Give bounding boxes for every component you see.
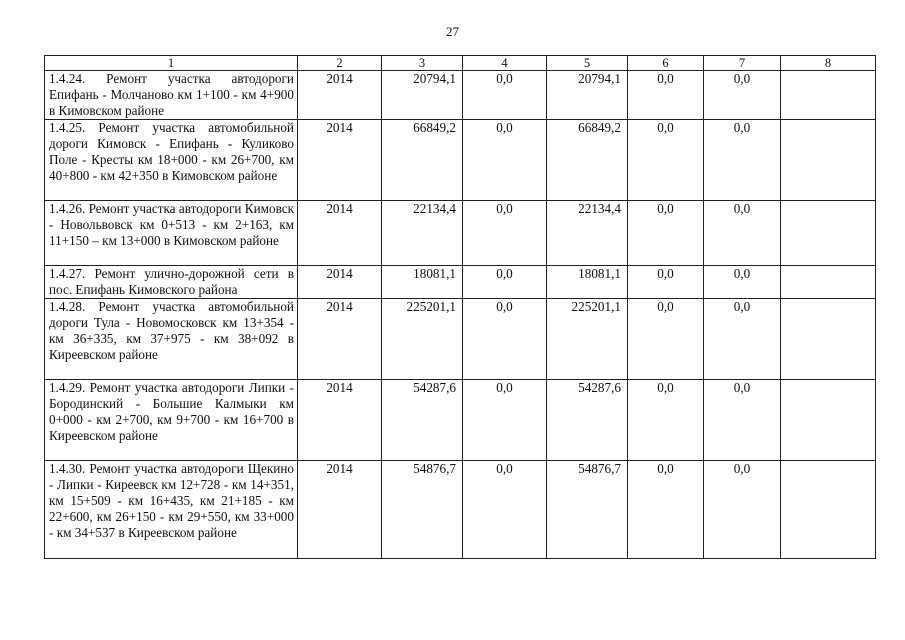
row-total: 54287,6 <box>382 380 463 461</box>
row-col8 <box>781 299 876 380</box>
row-col4: 0,0 <box>463 120 547 201</box>
row-col4: 0,0 <box>463 71 547 120</box>
row-col5: 66849,2 <box>547 120 628 201</box>
row-description: 1.4.24. Ремонт участка автодороги Епифань - Молчаново км 1+100 - км 4+900 в Кимовском районе <box>45 71 298 120</box>
table-row <box>45 461 876 559</box>
table-row <box>45 299 876 380</box>
row-year: 2014 <box>298 201 382 266</box>
row-total: 54876,7 <box>382 461 463 559</box>
row-col5: 54287,6 <box>547 380 628 461</box>
row-description: 1.4.25. Ремонт участка автомобильной дороги Кимовск - Епифань - Куликово Поле - Кресты км 18+000 - км 26+700, км 40+800 - км 42+350 в Кимовском районе <box>45 120 298 201</box>
row-total: 66849,2 <box>382 120 463 201</box>
row-description: 1.4.27. Ремонт улично-дорожной сети в пос. Епифань Кимовского района <box>45 266 298 299</box>
row-col6: 0,0 <box>628 299 704 380</box>
row-total: 225201,1 <box>382 299 463 380</box>
column-header: 7 <box>704 56 781 71</box>
row-col7: 0,0 <box>704 71 781 120</box>
row-col5: 225201,1 <box>547 299 628 380</box>
row-col5: 18081,1 <box>547 266 628 299</box>
row-col6: 0,0 <box>628 201 704 266</box>
row-col8 <box>781 120 876 201</box>
table-row <box>45 120 876 201</box>
table-row <box>45 266 876 299</box>
row-year: 2014 <box>298 461 382 559</box>
row-col7: 0,0 <box>704 299 781 380</box>
row-col7: 0,0 <box>704 201 781 266</box>
row-col8 <box>781 461 876 559</box>
row-col6: 0,0 <box>628 71 704 120</box>
row-description: 1.4.28. Ремонт участка автомобильной дороги Тула - Новомосковск км 13+354 - км 36+335, км 37+975 - км 38+092 в Киреевском районе <box>45 299 298 380</box>
row-description: 1.4.30. Ремонт участка автодороги Щекино - Липки - Киреевск км 12+728 - км 14+351, км 15+509 - км 16+435, км 21+185 - км 22+600, км 26+150 - км 29+550, км 33+000 - км 34+537 в Киреевском районе <box>45 461 298 559</box>
row-col6: 0,0 <box>628 461 704 559</box>
column-header: 1 <box>45 56 298 71</box>
row-col6: 0,0 <box>628 120 704 201</box>
row-col7: 0,0 <box>704 120 781 201</box>
row-col6: 0,0 <box>628 380 704 461</box>
table-row <box>45 380 876 461</box>
row-col4: 0,0 <box>463 266 547 299</box>
row-col5: 20794,1 <box>547 71 628 120</box>
row-year: 2014 <box>298 299 382 380</box>
row-col4: 0,0 <box>463 380 547 461</box>
row-col7: 0,0 <box>704 461 781 559</box>
column-header: 8 <box>781 56 876 71</box>
column-header: 5 <box>547 56 628 71</box>
page-number: 27 <box>446 24 459 39</box>
row-col6: 0,0 <box>628 266 704 299</box>
column-header: 3 <box>382 56 463 71</box>
row-col7: 0,0 <box>704 266 781 299</box>
header-row <box>45 56 876 71</box>
row-col8 <box>781 71 876 120</box>
table-row <box>45 201 876 266</box>
row-col7: 0,0 <box>704 380 781 461</box>
row-col8 <box>781 266 876 299</box>
row-total: 18081,1 <box>382 266 463 299</box>
row-year: 2014 <box>298 266 382 299</box>
row-description: 1.4.26. Ремонт участка автодороги Кимовск - Новольвовск км 0+513 - км 2+163, км 11+150 – км 13+000 в Кимовском районе <box>45 201 298 266</box>
row-col4: 0,0 <box>463 201 547 266</box>
row-col8 <box>781 380 876 461</box>
row-total: 20794,1 <box>382 71 463 120</box>
column-header: 2 <box>298 56 382 71</box>
column-header: 4 <box>463 56 547 71</box>
row-description: 1.4.29. Ремонт участка автодороги Липки - Бородинский - Большие Калмыки км 0+000 - км 2+700, км 9+700 - км 16+700 в Киреевском районе <box>45 380 298 461</box>
row-col8 <box>781 201 876 266</box>
row-col4: 0,0 <box>463 461 547 559</box>
table-row <box>45 71 876 120</box>
row-year: 2014 <box>298 120 382 201</box>
row-total: 22134,4 <box>382 201 463 266</box>
row-col5: 22134,4 <box>547 201 628 266</box>
row-year: 2014 <box>298 71 382 120</box>
row-year: 2014 <box>298 380 382 461</box>
row-col4: 0,0 <box>463 299 547 380</box>
column-header: 6 <box>628 56 704 71</box>
row-col5: 54876,7 <box>547 461 628 559</box>
budget-table <box>44 55 876 559</box>
